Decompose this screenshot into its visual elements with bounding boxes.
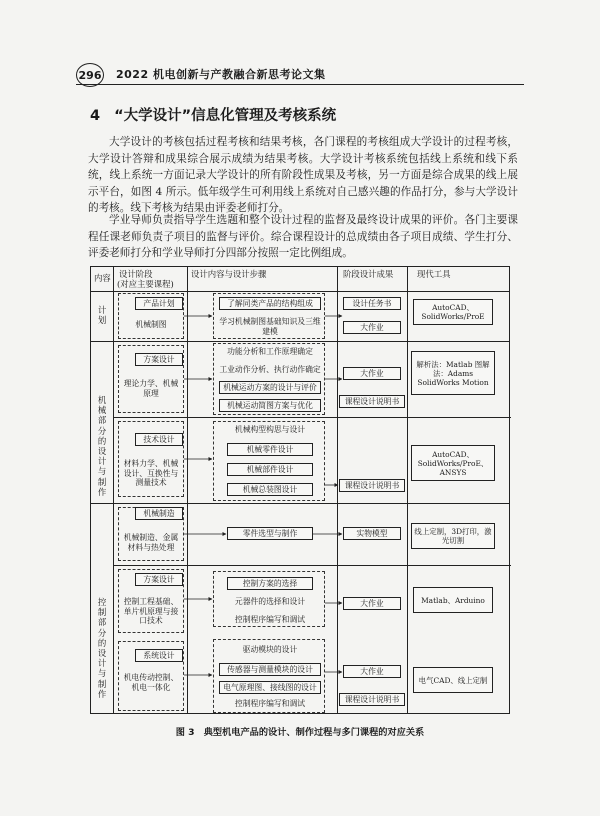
header-steps: 设计内容与设计步骤	[191, 269, 267, 279]
result-box: 大作业	[343, 665, 401, 678]
figure-caption: 图 3 典型机电产品的设计、制作过程与多门课程的对应关系	[175, 727, 425, 738]
header-stage-sub: (对应主要课程)	[117, 279, 174, 289]
paragraph-1: 大学设计的考核包括过程考核和结果考核，各门课程的考核组成大学设计的过程考核，大学设计答辩和成果综合展示成绩为结果考核。大学设计考核系统包括线上系统和线下系统，线上系统一方面记录大学设计的所有阶段性成果及考核，另一方面是综合成果的线上展示平台，如图 4 所示。低年级学生可利用线上系统对自己感兴趣的作品打分，参与大学设计的考核。线下考核为结果由评委老师打分。	[88, 136, 518, 214]
tool-box: 线上定制，3D打印，激光切割	[411, 523, 495, 549]
side-label-ctrl: 控制部分的设计与制作	[97, 597, 107, 699]
header-stage: 设计阶段	[119, 269, 153, 279]
stage-box-tech: 技术设计	[135, 433, 183, 446]
header-tools: 现代工具	[417, 269, 451, 279]
side-label-plan: 计划	[97, 305, 107, 326]
step-text: 控制程序编写和调试	[234, 699, 306, 708]
header-results: 阶段设计成果	[343, 269, 394, 279]
step-box: 控制方案的选择	[227, 577, 313, 590]
section-title	[90, 104, 336, 125]
book-title: 2022 机电创新与产教融合新思考论文集	[116, 68, 326, 81]
result-box: 大作业	[343, 597, 401, 610]
result-box: 大作业	[343, 367, 401, 380]
step-box: 了解同类产品的结构组成	[219, 297, 321, 310]
process-table	[90, 266, 510, 714]
step-box: 机械零件设计	[227, 443, 313, 456]
step-box: 零件选型与制作	[227, 527, 313, 540]
step-text: 机械构型构思与设计	[234, 425, 306, 434]
stage-box-ctrl-scheme: 方案设计	[135, 573, 183, 586]
step-box: 传感器与测量模块的设计	[219, 663, 321, 676]
course-mfg: 机械制造、金属材料与热处理	[123, 533, 179, 552]
result-box: 课程设计说明书	[339, 693, 405, 706]
tool-box: Matlab、Arduino	[413, 587, 493, 613]
section-number: 4	[90, 108, 101, 124]
course-system: 机电传动控制、机电一体化	[123, 673, 179, 692]
paragraph-2: 学业导师负责指导学生选题和整个设计过程的监督及最终设计成果的评价。各门主要课程任课老师负责子项目的监督与评价。综合课程设计的总成绩由各子项目成绩、学生打分、评委老师打分和学业导师打分四部分按照一定比例组成。	[88, 214, 518, 259]
step-text: 驱动模块的设计	[242, 645, 298, 654]
step-text: 学习机械制图基础知识及三维建模	[219, 317, 321, 336]
tool-box: 解析法：Matlab 图解法：Adams SolidWorks Motion	[411, 351, 495, 395]
result-box: 课程设计说明书	[339, 395, 405, 408]
page-number: 296	[76, 63, 104, 87]
step-text: 功能分析和工作原理确定	[227, 347, 313, 356]
step-text: 工业动作分析、执行动作确定	[219, 365, 321, 374]
result-box: 大作业	[343, 321, 401, 334]
step-box: 机械运动简图方案与优化	[219, 399, 321, 412]
stage-box-scheme: 方案设计	[135, 353, 183, 366]
step-box: 机械总装图设计	[227, 483, 313, 496]
connector-arrows	[91, 267, 511, 715]
header-rule	[76, 84, 524, 85]
course-scheme: 理论力学、机械原理	[123, 379, 179, 398]
result-box: 课程设计说明书	[339, 479, 405, 492]
step-box: 机械运动方案的设计与评价	[219, 381, 321, 394]
step-text: 控制程序编写和调试	[234, 615, 306, 624]
stage-box-plan: 产品计划	[135, 297, 183, 310]
result-box: 实物模型	[343, 527, 401, 540]
header-content: 内容	[94, 273, 111, 283]
stage-box-mfg: 机械制造	[135, 507, 183, 520]
step-box: 机械部件设计	[227, 463, 313, 476]
course-tech: 材料力学、机械设计、互换性与测量技术	[123, 459, 179, 488]
step-box: 电气原理图、接线图的设计	[219, 681, 321, 694]
tool-box: AutoCAD、SolidWorks/ProE、ANSYS	[411, 445, 495, 481]
result-box: 设计任务书	[343, 297, 401, 310]
step-text: 元器件的选择和设计	[234, 597, 306, 606]
side-label-mech: 机械部分的设计与制作	[97, 395, 107, 497]
section-title-text: “大学设计”信息化管理及考核系统	[114, 108, 337, 124]
tool-box: 电气CAD、线上定制	[413, 667, 493, 693]
stage-box-system: 系统设计	[135, 649, 183, 662]
tool-box: AutoCAD、SolidWorks/ProE	[413, 299, 493, 325]
course-plan: 机械制图	[135, 320, 167, 329]
course-ctrl-scheme: 控制工程基础、单片机原理与接口技术	[123, 597, 179, 626]
